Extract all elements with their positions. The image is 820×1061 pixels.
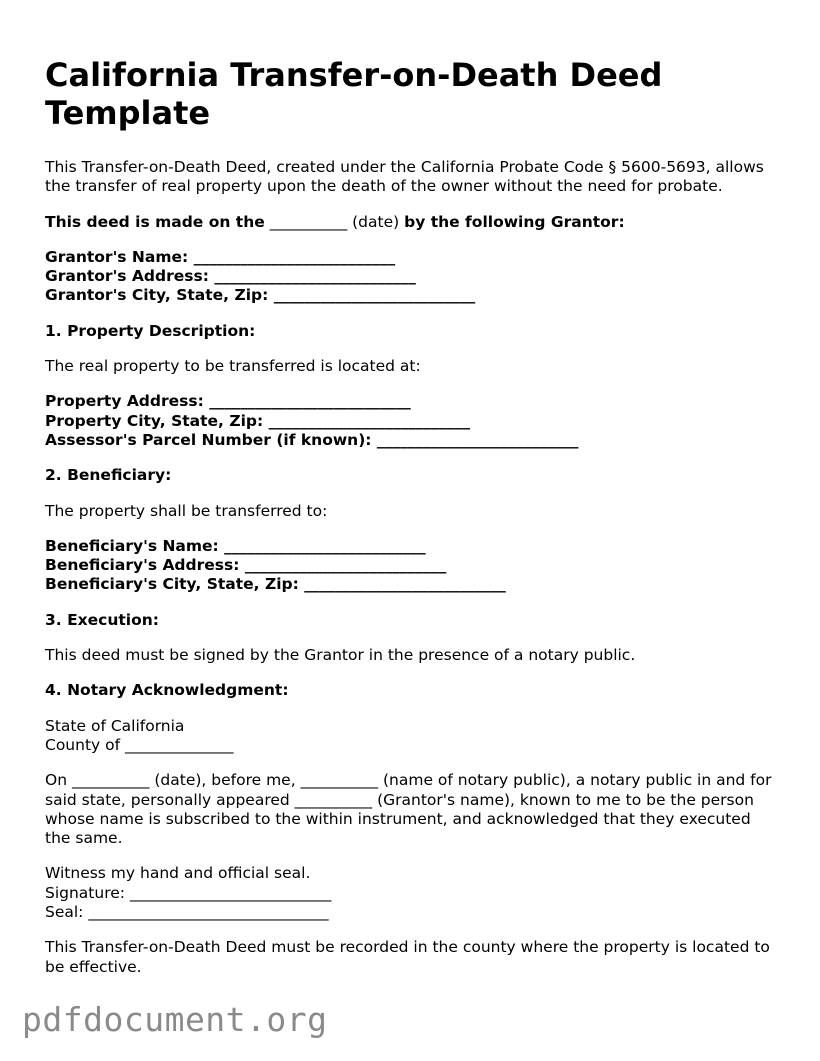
made-on-date-hint: (date) — [352, 212, 400, 231]
made-on-date-blank: __________ — [269, 212, 348, 231]
section-1-heading: 1. Property Description: — [45, 321, 256, 340]
intro-paragraph: This Transfer-on-Death Deed, created under the California Probate Code § 5600-5693, allows the transfer of real property upon the death of the owner without the need for probate. — [45, 158, 764, 196]
notary-state: State of California — [45, 716, 185, 735]
section-3-heading: 3. Execution: — [45, 610, 159, 629]
section-2-heading: 2. Beneficiary: — [45, 466, 172, 485]
property-address-field: Property Address: __________________________ — [45, 392, 411, 411]
beneficiary-address-field: Beneficiary's Address: __________________________ — [45, 556, 447, 575]
watermark: pdfdocument.org — [22, 1000, 328, 1039]
witness-line: Witness my hand and official seal. — [45, 864, 311, 883]
grantor-city-field: Grantor's City, State, Zip: __________________________ — [45, 286, 476, 305]
closing-paragraph: This Transfer-on-Death Deed must be recorded in the county where the property is located to be effective. — [45, 938, 770, 976]
venue-block — [45, 717, 775, 756]
beneficiary-block — [45, 537, 775, 595]
seal-field: Seal: _______________________________ — [45, 903, 329, 922]
beneficiary-name-field: Beneficiary's Name: __________________________ — [45, 536, 426, 555]
parcel-number-field: Assessor's Parcel Number (if known): __________________________ — [45, 430, 579, 449]
property-city-field: Property City, State, Zip: __________________________ — [45, 411, 471, 430]
section-2-text: The property shall be transferred to: — [45, 501, 328, 520]
section-1-text: The real property to be transferred is located at: — [45, 357, 421, 376]
made-on-tail: by the following Grantor: — [404, 212, 625, 231]
grantor-address-field: Grantor's Address: __________________________ — [45, 267, 416, 286]
witness-block — [45, 864, 775, 922]
document-page — [45, 56, 775, 977]
section-4-heading: 4. Notary Acknowledgment: — [45, 681, 289, 700]
acknowledgment-paragraph: On __________ (date), before me, __________ (name of notary public), a notary public in and for said state, personally appeared __________ (Grantor's name), known to me to be the person whose name is subscribed to the within instrument, and acknowledged that they executed the same. — [45, 771, 772, 848]
document-title: California Transfer-on-Death Deed Template — [45, 56, 663, 132]
signature-field: Signature: __________________________ — [45, 883, 332, 902]
made-on-lead: This deed is made on the — [45, 212, 265, 231]
section-3-text: This deed must be signed by the Grantor in the presence of a notary public. — [45, 646, 636, 665]
grantor-block — [45, 248, 775, 306]
made-on-line — [45, 213, 775, 232]
notary-county-field: County of ______________ — [45, 735, 234, 754]
grantor-name-field: Grantor's Name: __________________________ — [45, 247, 396, 266]
property-block — [45, 392, 775, 450]
beneficiary-city-field: Beneficiary's City, State, Zip: __________________________ — [45, 575, 506, 594]
